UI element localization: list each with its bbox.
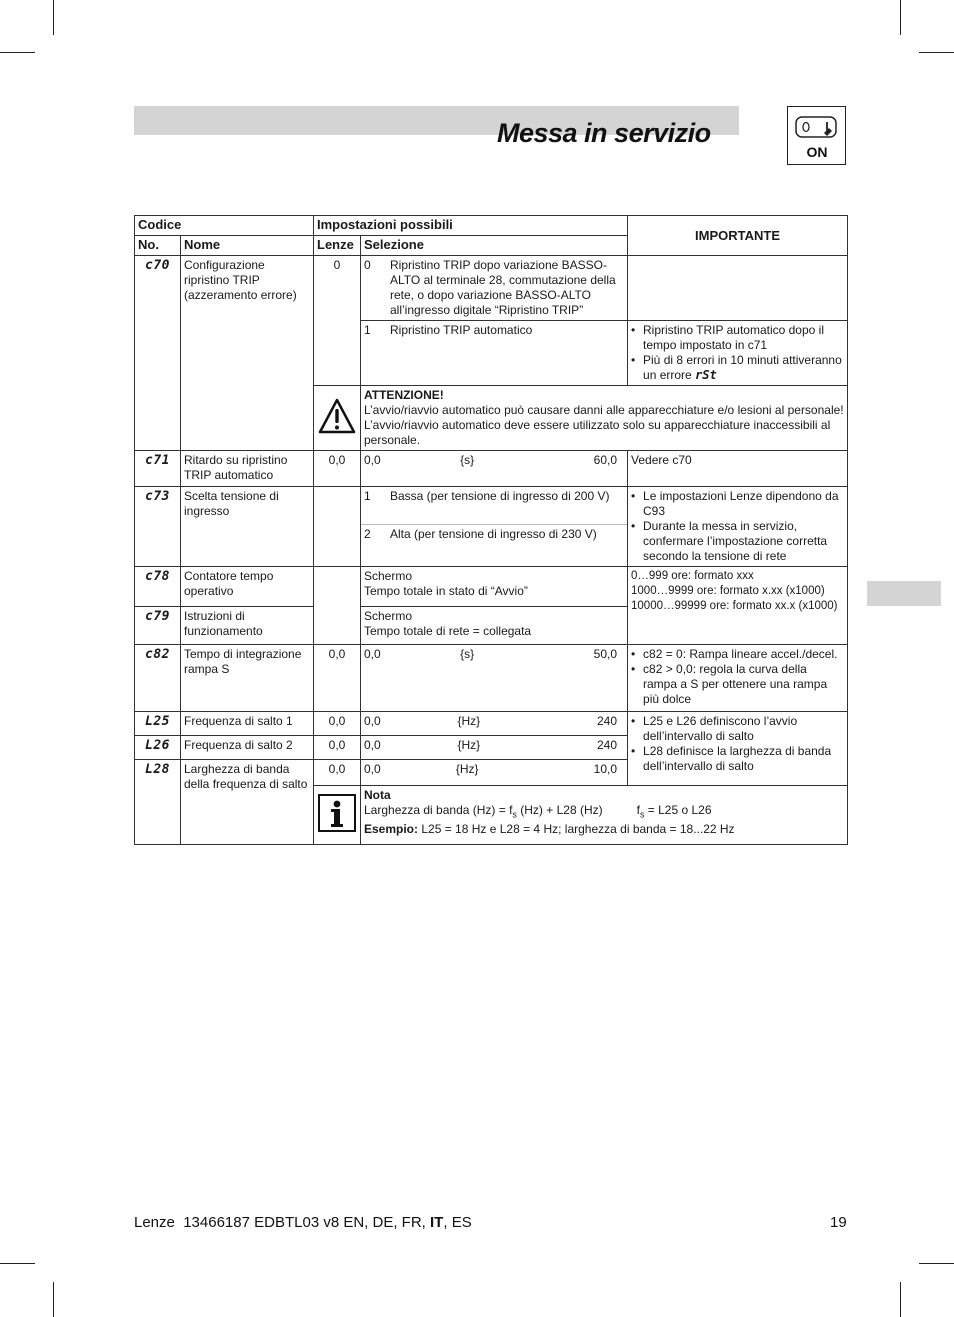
importante-cell (628, 567, 848, 645)
param-lenze (314, 487, 361, 567)
range-unit: {s} (460, 453, 475, 467)
param-lenze: 0,0 (314, 736, 361, 760)
crop-mark (900, 0, 901, 35)
lcd-code: rSt (695, 368, 717, 382)
table-row (135, 256, 848, 321)
option-text: Ripristino TRIP automatico (390, 323, 533, 337)
option-text: Alta (per tensione di ingresso di 230 V) (390, 527, 597, 541)
param-name: Larghezza di banda della frequenza di salto (181, 760, 314, 845)
footer-brand: Lenze (134, 1214, 175, 1231)
param-range (361, 760, 628, 786)
selection-options (361, 487, 628, 567)
param-name: Configurazione ripristino TRIP (azzeramento errore) (181, 256, 314, 451)
crop-mark (900, 1282, 901, 1317)
param-code (135, 451, 181, 487)
importante-cell (628, 321, 848, 386)
param-code (135, 736, 181, 760)
param-code (135, 760, 181, 845)
note-item: • L28 definisce la larghezza di banda dell’intervallo di salto (631, 744, 844, 774)
table-row (135, 645, 848, 712)
param-name: Istruzioni di funzionamento (181, 607, 314, 645)
param-code (135, 645, 181, 712)
side-tab (867, 581, 941, 606)
option-text: Ripristino TRIP dopo variazione BASSO-ALTO al terminale 28, commutazione della rete, o dopo variazione BASSO-ALTO all’ingresso digitale “Ripristino TRIP” (390, 258, 616, 317)
note-item: • c82 > 0,0: regola la curva della rampa a S per ottenere una rampa più dolce (631, 662, 844, 707)
selection-text (361, 567, 628, 607)
header-importante: IMPORTANTE (628, 216, 848, 256)
note-item: • L25 e L26 definiscono l’avvio dell’intervallo di salto (631, 714, 844, 744)
formula-text: = L25 o L26 (644, 803, 712, 817)
on-label: ON (806, 144, 828, 160)
footer-lang-current: IT (430, 1214, 444, 1231)
on-switch-icon (787, 106, 846, 165)
footer-doc: 13466187 EDBTL03 v8 EN, DE, FR, (183, 1214, 426, 1231)
section-title: Messa in servizio (497, 118, 711, 148)
range-max: 240 (596, 714, 617, 728)
param-code (135, 607, 181, 645)
note-text: Più di 8 errori in 10 minuti attiveranno un errore (643, 353, 842, 382)
importante-cell: Vedere c70 (628, 451, 848, 487)
warning-icon-cell (314, 386, 361, 451)
selection-option (361, 256, 628, 321)
table-row (135, 567, 848, 607)
lcd-code: c70 (145, 258, 170, 273)
note-item: • c82 = 0: Rampa lineare accel./decel. (631, 647, 844, 662)
param-name: Ritardo su ripristino TRIP automatico (181, 451, 314, 487)
note-example (364, 822, 844, 837)
range-unit: {Hz} (455, 762, 479, 776)
note-line: 0…999 ore: formato xxx (631, 570, 754, 582)
param-name: Scelta tensione di ingresso (181, 487, 314, 567)
parameter-table (134, 215, 848, 845)
example-label: Esempio: (364, 822, 419, 837)
table-row (135, 712, 848, 736)
header-selezione: Selezione (361, 236, 628, 256)
note-line: 10000…99999 ore: formato xx.x (x1000) (631, 600, 838, 612)
lcd-code: c79 (145, 609, 170, 624)
table-row (135, 451, 848, 487)
importante-cell (628, 256, 848, 321)
formula-text: Larghezza di banda (Hz) = f (364, 803, 513, 817)
warning-box (361, 386, 848, 451)
range-unit: {s} (460, 647, 475, 661)
importante-cell (628, 712, 848, 786)
info-icon (317, 793, 357, 833)
warning-text: L’avvio/riavvio automatico può causare danni alle apparecchiature e/o lesioni al personale! L’avvio/riavvio automatico deve essere utilizzato solo su apparecchiature inaccessibili al personale. (364, 403, 844, 447)
range-unit: {Hz} (457, 738, 481, 752)
lcd-code: c78 (145, 569, 170, 584)
range-max: 10,0 (593, 762, 618, 776)
note-formula (364, 803, 844, 822)
selection-line: Tempo totale di rete = collegata (364, 624, 532, 638)
crop-mark (53, 0, 54, 35)
range-min: 0,0 (364, 647, 381, 661)
param-lenze: 0,0 (314, 760, 361, 786)
table-row (135, 487, 848, 567)
option-number: 2 (364, 527, 371, 541)
param-lenze: 0,0 (314, 712, 361, 736)
note-box (361, 786, 848, 845)
param-name: Contatore tempo operativo (181, 567, 314, 607)
lcd-code: c71 (145, 453, 170, 468)
param-lenze: 0,0 (314, 451, 361, 487)
crop-mark (919, 52, 954, 53)
param-code (135, 487, 181, 567)
warning-title: ATTENZIONE! (364, 388, 444, 402)
crop-mark (0, 52, 35, 53)
importante-cell (628, 487, 848, 567)
note-item: • Ripristino TRIP automatico dopo il tempo impostato in c71 (631, 323, 844, 353)
warning-icon (317, 397, 357, 435)
range-max: 50,0 (593, 647, 617, 661)
selection-line: Tempo totale in stato di “Avvio” (364, 584, 528, 598)
note-title: Nota (364, 788, 391, 802)
note-item: • Durante la messa in servizio, confermare l’impostazione corretta secondo la tensione di rete (631, 519, 844, 564)
crop-mark (53, 1282, 54, 1317)
formula-sub: s (512, 809, 517, 820)
param-range (361, 712, 628, 736)
formula-text: (Hz) + L28 (Hz) (516, 803, 603, 817)
importante-cell (628, 645, 848, 712)
option-number: 1 (364, 489, 371, 503)
lcd-code: c82 (145, 647, 170, 662)
param-code (135, 567, 181, 607)
crop-mark (919, 1263, 954, 1264)
option-text: Bassa (per tensione di ingresso di 200 V) (390, 489, 610, 503)
selection-line: Schermo (364, 609, 413, 623)
lcd-code: L26 (145, 738, 170, 753)
range-min: 0,0 (364, 714, 381, 728)
selection-option (361, 321, 628, 386)
param-range (361, 736, 628, 760)
lcd-code: L25 (145, 714, 170, 729)
note-item (631, 353, 844, 383)
param-lenze: 0,0 (314, 645, 361, 712)
param-code (135, 256, 181, 451)
param-name: Tempo di integrazione rampa S (181, 645, 314, 712)
formula-sub: s (639, 809, 645, 820)
page-number: 19 (830, 1214, 847, 1231)
formula-text: f (636, 803, 640, 817)
header-no: No. (135, 236, 181, 256)
note-item: • Le impostazioni Lenze dipendono da C93 (631, 489, 844, 519)
selection-text (361, 607, 628, 645)
note-line: 1000…9999 ore: formato x.xx (x1000) (631, 585, 825, 597)
header-impostazioni: Impostazioni possibili (314, 216, 628, 236)
header-codice: Codice (135, 216, 314, 236)
selection-line: Schermo (364, 569, 413, 583)
range-min: 0,0 (364, 762, 381, 776)
range-max: 240 (596, 738, 617, 752)
param-name: Frequenza di salto 1 (181, 712, 314, 736)
param-range (361, 645, 628, 712)
param-lenze (314, 567, 361, 645)
option-number: 1 (364, 323, 371, 337)
footer-lang-tail: , ES (443, 1214, 472, 1231)
option-number: 0 (364, 258, 371, 272)
param-name: Frequenza di salto 2 (181, 736, 314, 760)
param-lenze: 0 (314, 256, 361, 386)
range-unit: {Hz} (457, 714, 481, 728)
range-min: 0,0 (364, 738, 381, 752)
param-range (361, 451, 628, 487)
header-nome: Nome (181, 236, 314, 256)
range-max: 60,0 (593, 453, 617, 467)
param-code (135, 712, 181, 736)
range-min: 0,0 (364, 453, 381, 467)
footer-docinfo (134, 1214, 472, 1231)
lcd-code: L28 (145, 762, 170, 777)
header-lenze: Lenze (314, 236, 361, 256)
crop-mark (0, 1263, 35, 1264)
example-text: L25 = 18 Hz e L28 = 4 Hz; larghezza di banda = 18...22 Hz (418, 822, 735, 837)
info-icon-cell (314, 786, 361, 845)
lcd-code: c73 (145, 489, 170, 504)
